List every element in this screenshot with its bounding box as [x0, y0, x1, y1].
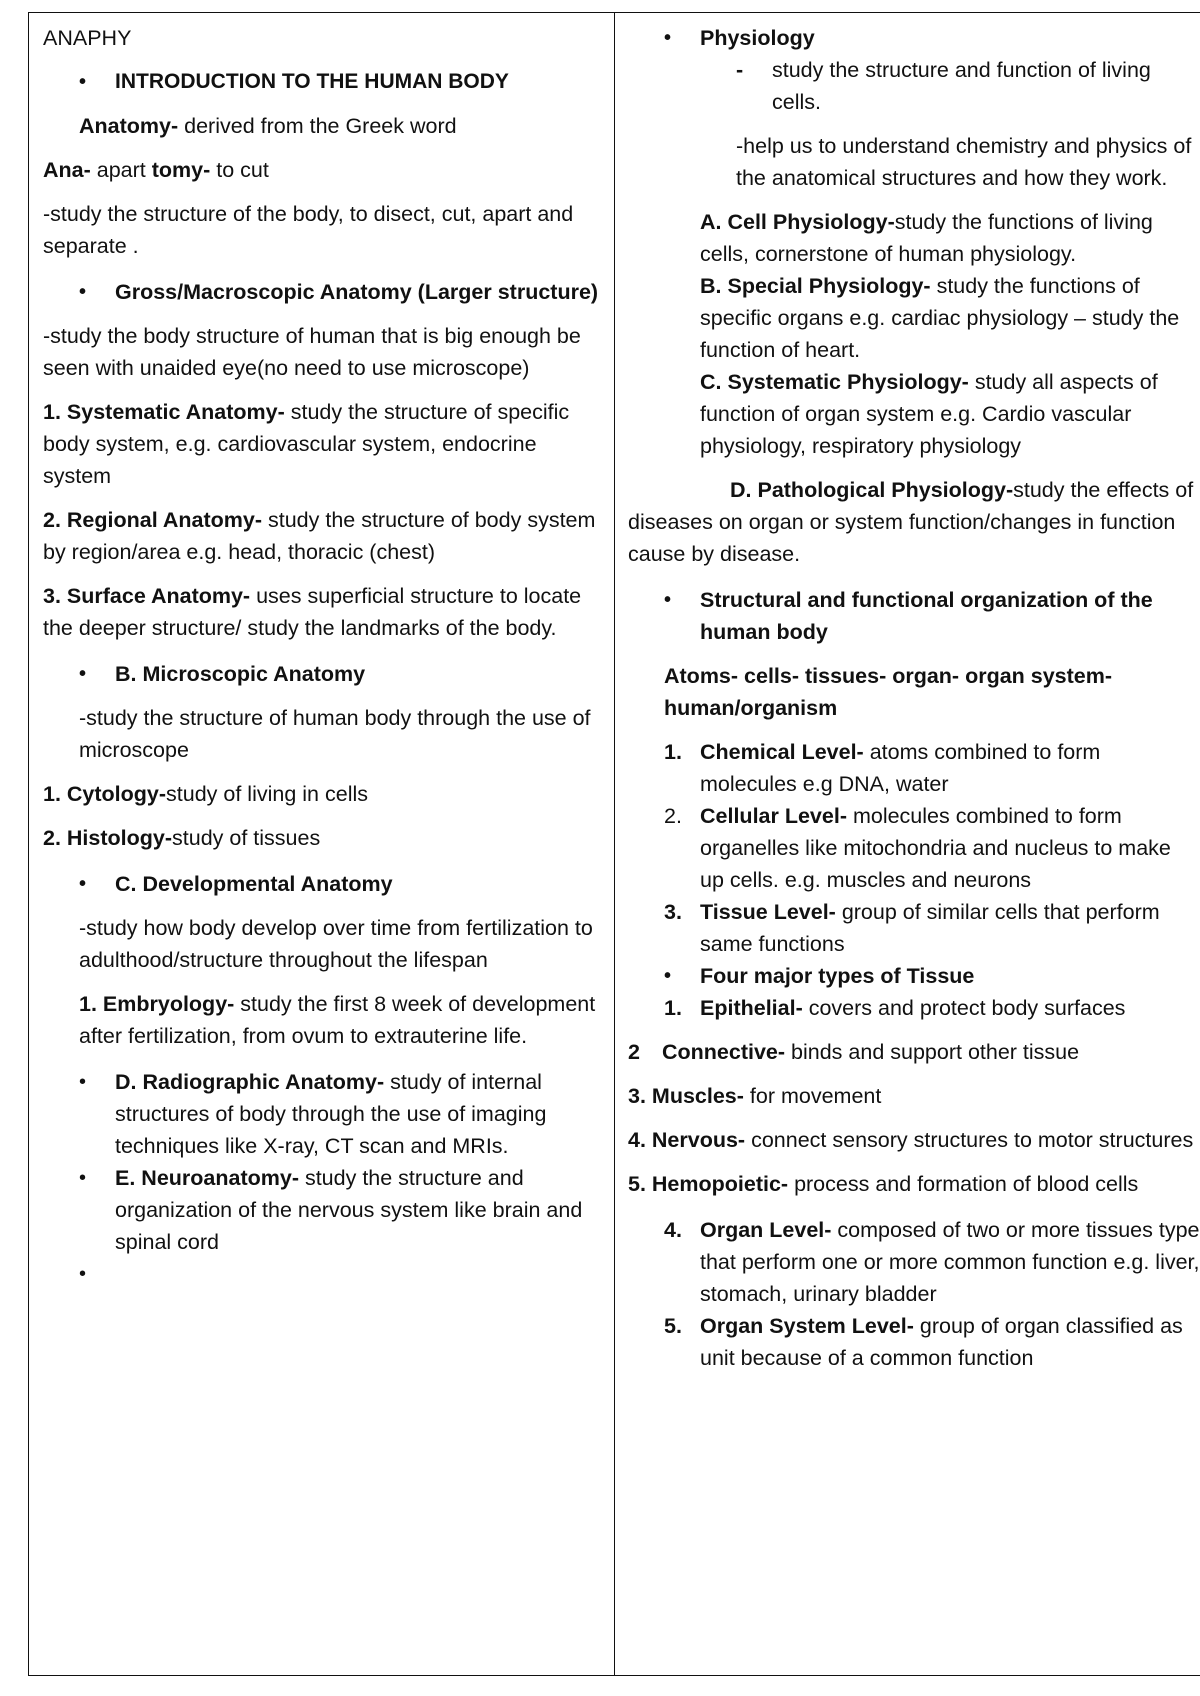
organization-heading: • Structural and functional organization of the human body [700, 584, 1200, 648]
cytology-term: 1. Cytology- [43, 782, 167, 806]
connective-term: Connective- [662, 1040, 786, 1064]
ana-text: apart [90, 158, 152, 182]
neuroanatomy [115, 1162, 605, 1258]
tomy-term: tomy- [151, 158, 211, 182]
cell-physiology [700, 206, 1200, 270]
epithelial-term: Epithelial- [700, 996, 803, 1020]
left-column [43, 12, 605, 1290]
cellular-level [664, 800, 1200, 896]
doc-title: ANAPHY [43, 26, 132, 50]
surface-anatomy-text: uses superficial structure to locate the deeper structure/ study the landmarks of the body. [43, 584, 582, 640]
organization-chain: Atoms- cells- tissues- organ- organ system- human/organism [664, 664, 1113, 720]
anatomy-definition: -study the structure of the body, to disect, cut, apart and separate . [43, 202, 574, 258]
tissue-level-text: group of similar cells that perform same functions [700, 900, 1160, 956]
epithelial-text: covers and protect body surfaces [802, 996, 1126, 1020]
tissue-level-term: Tissue Level- [700, 900, 836, 924]
surface-anatomy [43, 580, 605, 644]
embryology-term: 1. Embryology- [79, 992, 235, 1016]
nervous-text: connect sensory structures to motor structures [745, 1128, 1194, 1152]
systematic-anatomy-term: 1. Systematic Anatomy- [43, 400, 285, 424]
anatomy-text: derived from the Greek word [178, 114, 457, 138]
connective-tissue [628, 1036, 1200, 1068]
organ-system-level-number: 5. [664, 1314, 682, 1338]
systematic-physiology-text: study all aspects of function of organ system e.g. Cardio vascular physiology, respiratory physiology [700, 370, 1158, 458]
cellular-level-text: molecules combined to form organelles like mitochondria and nucleus to make up cells. e.g. muscles and neurons [700, 804, 1171, 892]
histology [43, 822, 605, 854]
physiology-purpose: -help us to understand chemistry and physics of the anatomical structures and how they work. [736, 134, 1192, 190]
empty-bullet [115, 1258, 605, 1290]
muscles-text: for movement [743, 1084, 882, 1108]
hemopoietic-text: process and formation of blood cells [788, 1172, 1139, 1196]
hemopoietic-tissue [628, 1168, 1200, 1200]
pathological-physiology [628, 474, 1200, 570]
tissue-level-number: 3. [664, 900, 682, 924]
chemical-level-text: atoms combined to form molecules e.g DNA, water [700, 740, 1101, 796]
connective-text: binds and support other tissue [785, 1040, 1080, 1064]
microscopic-anatomy-definition: -study the structure of human body through the use of microscope [79, 706, 591, 762]
cellular-level-term: Cellular Level- [700, 804, 847, 828]
right-column [628, 12, 1200, 1374]
systematic-anatomy-text: study the structure of specific body system, e.g. cardiovascular system, endocrine system [43, 400, 570, 488]
developmental-anatomy-definition: -study how body develop over time from fertilization to adulthood/structure throughout the lifespan [79, 916, 593, 972]
histology-text: study of tissues [172, 826, 321, 850]
connective-number: 2 [628, 1040, 640, 1064]
embryology-text: study the first 8 week of development after fertilization, from ovum to extrauterine life. [79, 992, 596, 1048]
cell-physiology-text: study the functions of living cells, cornerstone of human physiology. [700, 210, 1153, 266]
special-physiology [700, 270, 1200, 366]
cell-physiology-term: A. Cell Physiology- [700, 210, 895, 234]
hemopoietic-term: 5. Hemopoietic- [628, 1172, 789, 1196]
organ-system-level-text: group of organ classified as unit because of a common function [700, 1314, 1183, 1370]
regional-anatomy-term: 2. Regional Anatomy- [43, 508, 263, 532]
tissue-types-heading: • Four major types of Tissue [700, 960, 1200, 992]
regional-anatomy [43, 504, 605, 568]
systematic-physiology-term: C. Systematic Physiology- [700, 370, 969, 394]
surface-anatomy-term: 3. Surface Anatomy- [43, 584, 251, 608]
column-divider [614, 12, 615, 1676]
physiology-definition: - study the structure and function of living cells. [772, 54, 1200, 118]
systematic-anatomy [43, 396, 605, 492]
anatomy-line [79, 110, 605, 142]
chemical-level [664, 736, 1200, 800]
special-physiology-term: B. Special Physiology- [700, 274, 931, 298]
organ-system-level-term: Organ System Level- [700, 1314, 914, 1338]
gross-anatomy-definition: -study the body structure of human that is big enough be seen with unaided eye(no need to use microscope) [43, 324, 581, 380]
epithelial-number: 1. [664, 996, 682, 1020]
muscle-tissue [628, 1080, 1200, 1112]
radiographic-anatomy [115, 1066, 605, 1162]
special-physiology-text: study the functions of specific organs e.g. cardiac physiology – study the function of heart. [700, 274, 1180, 362]
epithelial-tissue [664, 992, 1200, 1024]
gross-anatomy-heading: • Gross/Macroscopic Anatomy (Larger structure) [115, 276, 605, 308]
organ-level-number: 4. [664, 1218, 682, 1242]
pathological-physiology-term: D. Pathological Physiology- [730, 478, 1014, 502]
radiographic-anatomy-text: study of internal structures of body through the use of imaging techniques like X-ray, CT scan and MRIs. [115, 1070, 547, 1158]
ana-term: Ana- [43, 158, 91, 182]
physiology-heading: • Physiology [700, 22, 1200, 54]
chemical-level-term: Chemical Level- [700, 740, 864, 764]
intro-heading: • INTRODUCTION TO THE HUMAN BODY [115, 66, 605, 98]
developmental-anatomy-heading: • C. Developmental Anatomy [115, 868, 605, 900]
nervous-tissue [628, 1124, 1200, 1156]
regional-anatomy-text: study the structure of body system by region/area e.g. head, thoracic (chest) [43, 508, 596, 564]
tissue-level [664, 896, 1200, 960]
organ-level [664, 1214, 1200, 1310]
cytology-text: study of living in cells [166, 782, 368, 806]
systematic-physiology [700, 366, 1200, 462]
anatomy-term: Anatomy- [79, 114, 179, 138]
histology-term: 2. Histology- [43, 826, 173, 850]
organ-system-level [664, 1310, 1200, 1374]
ana-tomy-line [43, 154, 605, 186]
cellular-level-number: 2. [664, 804, 682, 828]
pathological-physiology-text: study the effects of diseases on organ or system function/changes in function cause by disease. [628, 478, 1194, 566]
neuroanatomy-term: E. Neuroanatomy- [115, 1166, 299, 1190]
chemical-level-number: 1. [664, 740, 682, 764]
nervous-term: 4. Nervous- [628, 1128, 746, 1152]
tomy-text: to cut [210, 158, 269, 182]
organ-level-term: Organ Level- [700, 1218, 832, 1242]
radiographic-anatomy-term: D. Radiographic Anatomy- [115, 1070, 385, 1094]
microscopic-anatomy-heading: • B. Microscopic Anatomy [115, 658, 605, 690]
organ-level-text: composed of two or more tissues type that perform one or more common function e.g. liver, stomach, urinary bladder [700, 1218, 1200, 1306]
embryology [79, 988, 605, 1052]
neuroanatomy-text: study the structure and organization of the nervous system like brain and spinal cord [115, 1166, 583, 1254]
muscles-term: 3. Muscles- [628, 1084, 744, 1108]
cytology [43, 778, 605, 810]
